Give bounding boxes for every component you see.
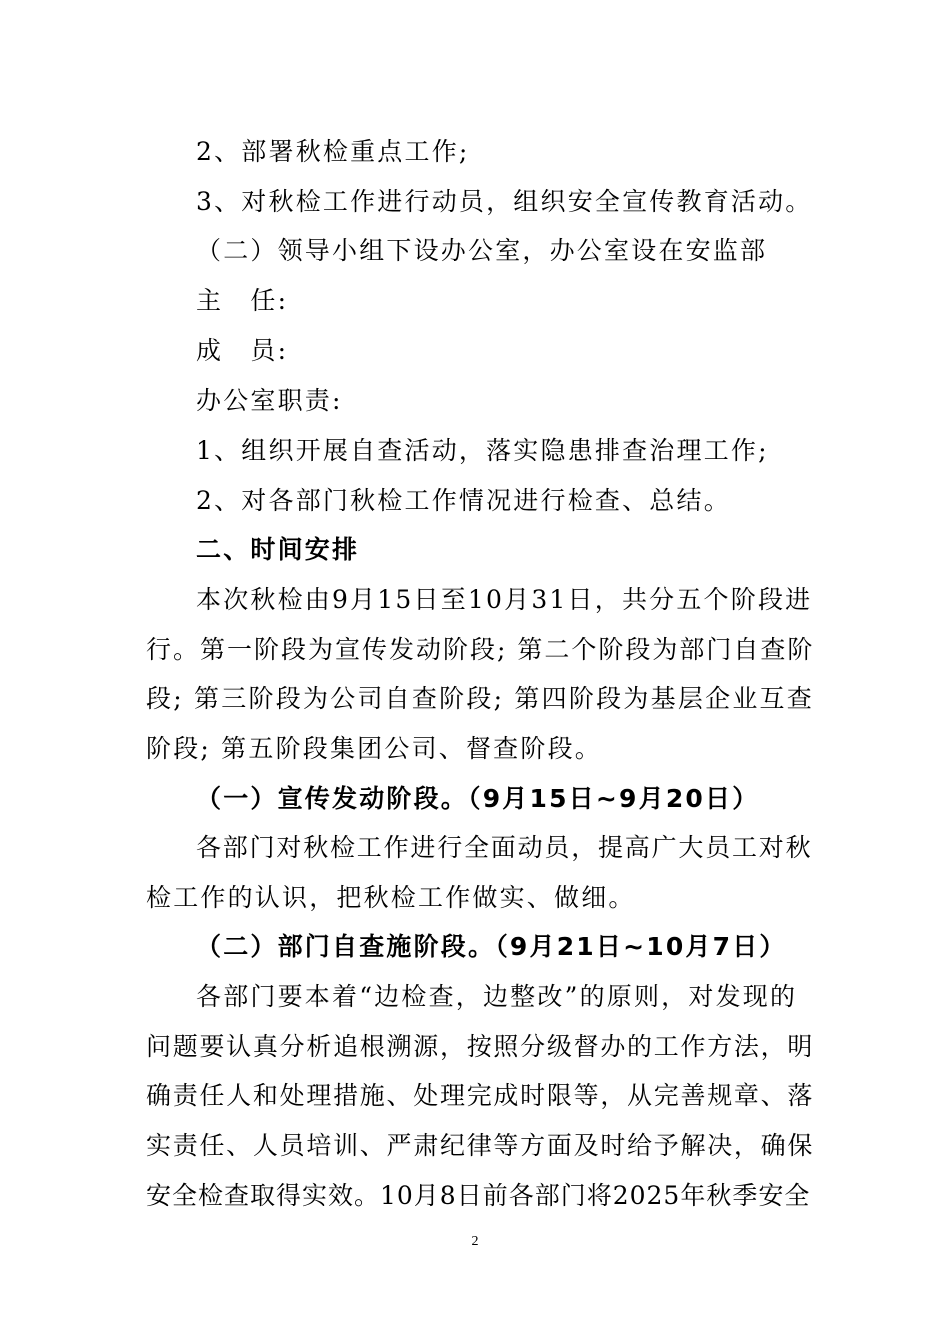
list-item: 2、对各部门秋检工作情况进行检查、总结。 bbox=[196, 486, 731, 515]
list-item: 2、部署秋检重点工作; bbox=[196, 137, 470, 166]
stage-heading: （二）部门自查施阶段。（9月21日~10月7日） bbox=[196, 932, 787, 961]
office-director-label: 主 任: bbox=[196, 286, 289, 315]
paragraph-line: 行。第一阶段为宣传发动阶段; 第二个阶段为部门自查阶 bbox=[146, 635, 815, 664]
paragraph-line: 安全检查取得实效。10月8日前各部门将2025年秋季安全 bbox=[146, 1181, 811, 1210]
paragraph-line: 各部门要本着“边检查，边整改”的原则，对发现的 bbox=[196, 982, 798, 1011]
paragraph-line: 各部门对秋检工作进行全面动员，提高广大员工对秋 bbox=[196, 833, 813, 862]
stage-heading: （一）宣传发动阶段。（9月15日~9月20日） bbox=[196, 784, 760, 813]
list-item: 3、对秋检工作进行动员，组织安全宣传教育活动。 bbox=[196, 187, 813, 216]
paragraph-line: 段; 第三阶段为公司自查阶段; 第四阶段为基层企业互查 bbox=[146, 684, 814, 713]
paragraph-line: 实责任、人员培训、严肃纪律等方面及时给予解决，确保 bbox=[146, 1131, 814, 1160]
paragraph-line: 检工作的认识，把秋检工作做实、做细。 bbox=[146, 883, 636, 912]
section-subheading: （二）领导小组下设办公室，办公室设在安监部 bbox=[196, 236, 768, 265]
office-members-label: 成 员: bbox=[196, 336, 289, 365]
paragraph-line: 问题要认真分析追根溯源，按照分级督办的工作方法，明 bbox=[146, 1032, 814, 1061]
paragraph-line: 本次秋检由9月15日至10月31日，共分五个阶段进 bbox=[196, 585, 813, 614]
paragraph-line: 确责任人和处理措施、处理完成时限等，从完善规章、落 bbox=[146, 1081, 814, 1110]
office-duties-label: 办公室职责: bbox=[196, 386, 343, 415]
paragraph-line: 阶段; 第五阶段集团公司、督查阶段。 bbox=[146, 734, 602, 763]
section-heading: 二、时间安排 bbox=[196, 535, 360, 564]
list-item: 1、组织开展自查活动，落实隐患排查治理工作; bbox=[196, 436, 769, 465]
page-number: 2 bbox=[471, 1234, 479, 1249]
